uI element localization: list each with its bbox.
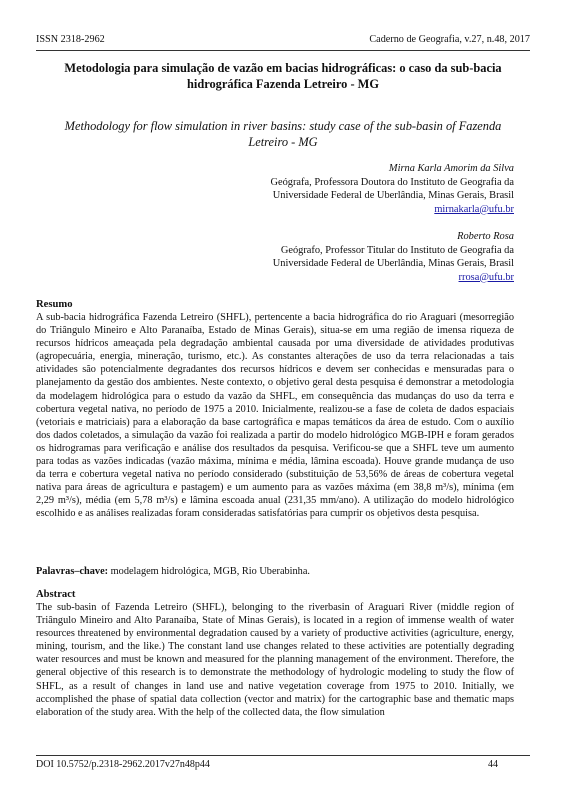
abstract-heading: Abstract xyxy=(36,589,76,600)
paper-title-pt: Metodologia para simulação de vazão em bacias hidrográficas: o caso da sub-bacia hidrográfica Fazenda Letreiro - MG xyxy=(64,61,502,91)
doi-label: DOI 10.5752/p.2318-2962.2017v27n48p44 xyxy=(36,759,210,770)
footer-rule xyxy=(36,755,530,756)
author-block-1 xyxy=(270,162,514,216)
resumo-text: A sub-bacia hidrográfica Fazenda Letreiro (SHFL), pertencente a bacia hidrográfica do rio Araguari (mesorregião do Triângulo Mineiro e Alto Paranaíba, Estado de Minas Gerais), situa-se em uma região de imensa riqueza de recursos hídricos ameaçada pela degradação ambiental causada por uma diversidade de atividades produtivas (agropecuária, energia, mineração, turismo, etc.). As constantes alterações de uso da terra relacionadas a tais atividades são potencialmente degradantes dos recursos hídricos e devem ser conhecidas e mensuradas para o planejamento da gestão dos ambientes. Neste contexto, o objetivo geral desta pesquisa é demonstrar a metodologia da modelagem hidrológica para o estudo da vazão da SHFL, em consequência das mudanças do uso da terra e cobertura vegetal nativa, no período de 1975 a 2010. Inicialmente, realizou-se a fase de coleta de dados espaciais (vetoriais e matriciais) para a elaboração da base cartográfica e mapas temáticos da área de estudo. Com o auxílio dos dados coletados, a simulação da vazão foi realizada a partir do modelo hidrológico MGB-IPH e foram gerados os hidrogramas para verificação e análise dos resultados da pesquisa. Verificou-se que a SHFL teve um aumento para todas as vazões indicadas (vazão máxima, mínima e média, lâmina escoada). Houve grande mudança de uso da terra e cobertura vegetal nativa no período considerado (substituição de 53,56% de áreas de cobertura vegetal nativa para áreas de agricultura e pastagem) e um aumento para as vazões máxima (em 38,8 m³/s), mínima (em 2,29 m³/s), média (em 5,78 m³/s) e lâmina escoada anual (231,35 mm/ano). A utilização do modelo hidrológico escolhido e as análises realizadas foram consideradas satisfatórias para cumprir os objetivos desta pesquisa. xyxy=(36,312,514,520)
keywords-label: Palavras–chave: xyxy=(36,566,109,577)
author-affiliation: Universidade Federal de Uberlândia, Minas Gerais, Brasil xyxy=(272,258,514,269)
author-block-2 xyxy=(273,230,514,284)
page-number: 44 xyxy=(488,759,498,770)
resumo-heading: Resumo xyxy=(36,299,73,310)
author-affiliation: Geógrafo, Professor Titular do Instituto de Geografia da xyxy=(280,244,514,256)
header-rule xyxy=(36,50,530,51)
abstract-text: The sub-basin of Fazenda Letreiro (SHFL), belonging to the riverbasin of Araguari River (middle region of Triângulo Mineiro and Alto Paranaíba, State of Minas Gerais), is located in a region of immense wealth of water resources threatened by environmental degradation caused by a variety of productive activities (agriculture, energy, mining, tourism, and the like.) The constant land use changes related to these activities are potentially degrading water resources and must be known and measured for the planning management of the environment. Therefore, the general objective of this research is to demonstrate the methodology of hydrologic modeling to study the flow of SHFL, as a result of changes in land use and native vegetation coverage from 1975 to 2010. Initially, we accomplished the phase of spatial data collection (vector and matrix) for the cartographic base and thematic maps elaboration of the study area. With the help of the collected data, the flow simulation xyxy=(36,602,514,718)
issn-label: ISSN 2318-2962 xyxy=(36,34,105,45)
journal-citation: Caderno de Geografia, v.27, n.48, 2017 xyxy=(369,34,530,45)
author-name: Roberto Rosa xyxy=(457,231,514,242)
author-name: Mirna Karla Amorim da Silva xyxy=(388,163,514,174)
keywords-line xyxy=(36,566,310,577)
paper-title-en: Methodology for flow simulation in river basins: study case of the sub-basin of Fazenda Letreiro - MG xyxy=(64,119,502,149)
author-affiliation: Universidade Federal de Uberlândia, Minas Gerais, Brasil xyxy=(272,190,514,201)
running-header xyxy=(36,34,530,45)
running-footer xyxy=(36,759,498,770)
keywords-text: modelagem hidrológica, MGB, Rio Uberabinha. xyxy=(110,566,310,577)
author-affiliation: Geógrafa, Professora Doutora do Instituto de Geografia da xyxy=(270,176,514,188)
author-email-link[interactable]: rrosa@ufu.br xyxy=(458,271,514,283)
author-email-link[interactable]: mirnakarla@ufu.br xyxy=(434,203,514,215)
